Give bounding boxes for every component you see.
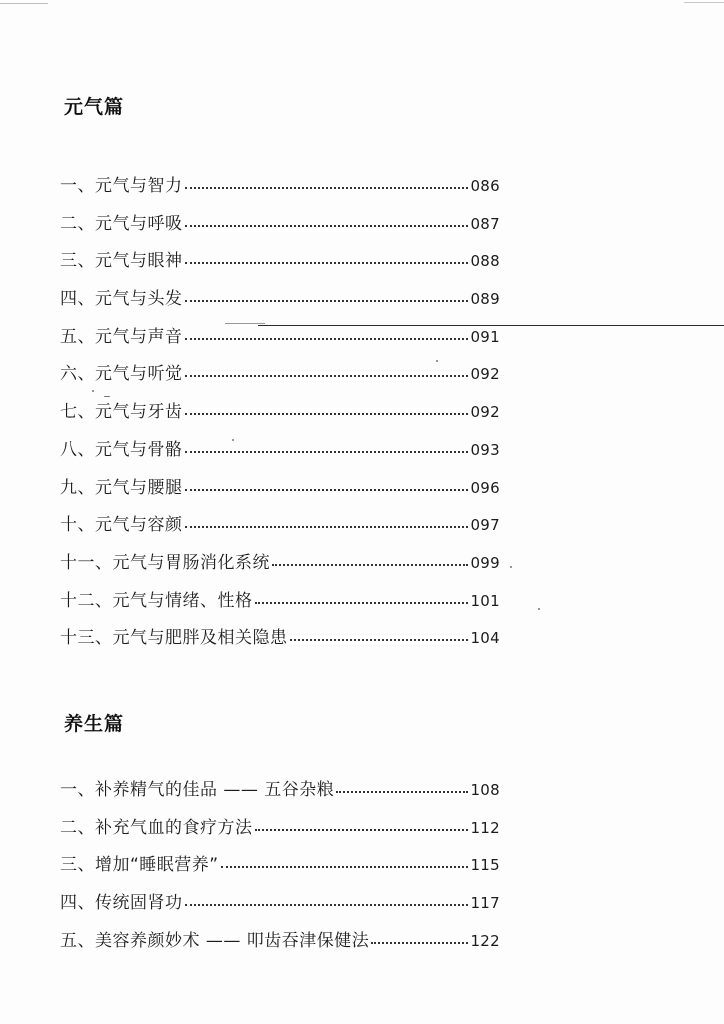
toc-entry[interactable]: [60, 553, 500, 591]
toc-entry[interactable]: [60, 402, 500, 440]
toc-entry-page: 096: [470, 478, 500, 497]
toc-entry-label: 十二、元气与情绪、性格: [60, 590, 253, 611]
section-title-yuanqi: 元气篇: [64, 96, 125, 118]
dot-leader: [185, 187, 469, 189]
toc-entry[interactable]: [60, 515, 500, 553]
toc-entry[interactable]: [60, 364, 500, 402]
toc-entry-page: 091: [470, 327, 500, 346]
dot-leader: [185, 489, 469, 491]
toc-entry[interactable]: [60, 628, 500, 666]
toc-list-yuanqi: [60, 176, 500, 666]
toc-entry-page: 093: [470, 440, 500, 459]
toc-entry-page: 099: [470, 553, 500, 572]
dot-leader: [255, 829, 469, 831]
toc-entry[interactable]: [60, 931, 500, 969]
dot-leader: [371, 942, 468, 944]
toc-entry[interactable]: [60, 780, 500, 818]
toc-entry[interactable]: [60, 289, 500, 327]
toc-entry-label: 二、补充气血的食疗方法: [60, 817, 253, 838]
dot-leader: [185, 338, 469, 340]
toc-entry-page: 092: [470, 403, 500, 422]
toc-entry-page: 117: [470, 894, 500, 913]
toc-entry[interactable]: [60, 440, 500, 478]
dot-leader: [255, 602, 469, 604]
scan-artifact-top-left: [0, 3, 48, 4]
toc-entry-page: 112: [470, 818, 500, 837]
dot-leader: [185, 526, 469, 528]
toc-entry-label: 四、传统固肾功: [60, 893, 183, 914]
toc-entry[interactable]: [60, 818, 500, 856]
toc-entry-label: 六、元气与听觉: [60, 364, 183, 385]
toc-entry-label: 七、元气与牙齿: [60, 402, 183, 423]
scan-artifact-top-right: [684, 2, 724, 3]
toc-entry-page: 104: [470, 629, 500, 648]
dot-leader: [185, 262, 469, 264]
toc-entry-label: 五、元气与声音: [60, 326, 183, 347]
toc-entry-label: 三、元气与眼神: [60, 251, 183, 272]
toc-entry-page: 101: [470, 591, 500, 610]
dot-leader: [221, 866, 469, 868]
toc-entry[interactable]: [60, 591, 500, 629]
dot-leader: [185, 300, 469, 302]
toc-entry[interactable]: [60, 855, 500, 893]
toc-entry-label: 一、补养精气的佳品 —— 五谷杂粮: [60, 780, 335, 800]
toc-entry-label: 五、美容养颜妙术 —— 叩齿吞津保健法: [60, 930, 370, 951]
toc-entry-label: 十三、元气与肥胖及相关隐患: [60, 628, 288, 649]
dot-leader: [290, 639, 469, 641]
scan-speck: [538, 608, 540, 610]
toc-entry[interactable]: [60, 176, 500, 214]
toc-entry[interactable]: [60, 478, 500, 516]
toc-list-yangsheng: [60, 780, 500, 968]
dot-leader: [185, 375, 469, 377]
toc-entry-page: 092: [470, 365, 500, 384]
toc-entry-label: 十一、元气与胃肠消化系统: [60, 552, 270, 573]
toc-entry-label: 二、元气与呼吸: [60, 213, 183, 234]
toc-entry-page: 089: [470, 290, 500, 309]
toc-entry-page: 087: [470, 214, 500, 233]
toc-entry[interactable]: [60, 214, 500, 252]
toc-entry-page: 088: [470, 252, 500, 271]
dot-leader: [336, 791, 468, 793]
toc-entry[interactable]: [60, 251, 500, 289]
dot-leader: [272, 564, 468, 566]
toc-entry-page: 097: [470, 516, 500, 535]
dot-leader: [185, 225, 469, 227]
toc-entry-page: 115: [470, 856, 500, 875]
dot-leader: [185, 413, 469, 415]
toc-entry-label: 九、元气与腰腿: [60, 477, 183, 498]
toc-entry-label: 十、元气与容颜: [60, 515, 183, 536]
section-title-yangsheng: 养生篇: [64, 713, 125, 735]
toc-entry-label: 四、元气与头发: [60, 289, 183, 310]
dot-leader: [185, 451, 469, 453]
toc-entry-page: 086: [470, 177, 500, 195]
toc-entry-page: 108: [470, 781, 500, 799]
toc-entry-page: 122: [470, 931, 500, 950]
dot-leader: [185, 904, 469, 906]
toc-entry-label: 一、元气与智力: [60, 176, 183, 196]
toc-entry-label: 八、元气与骨骼: [60, 439, 183, 460]
toc-entry[interactable]: [60, 893, 500, 931]
toc-entry-label: 三、增加“睡眠营养”: [60, 855, 219, 876]
toc-entry[interactable]: [60, 327, 500, 365]
scan-speck: [510, 566, 512, 568]
